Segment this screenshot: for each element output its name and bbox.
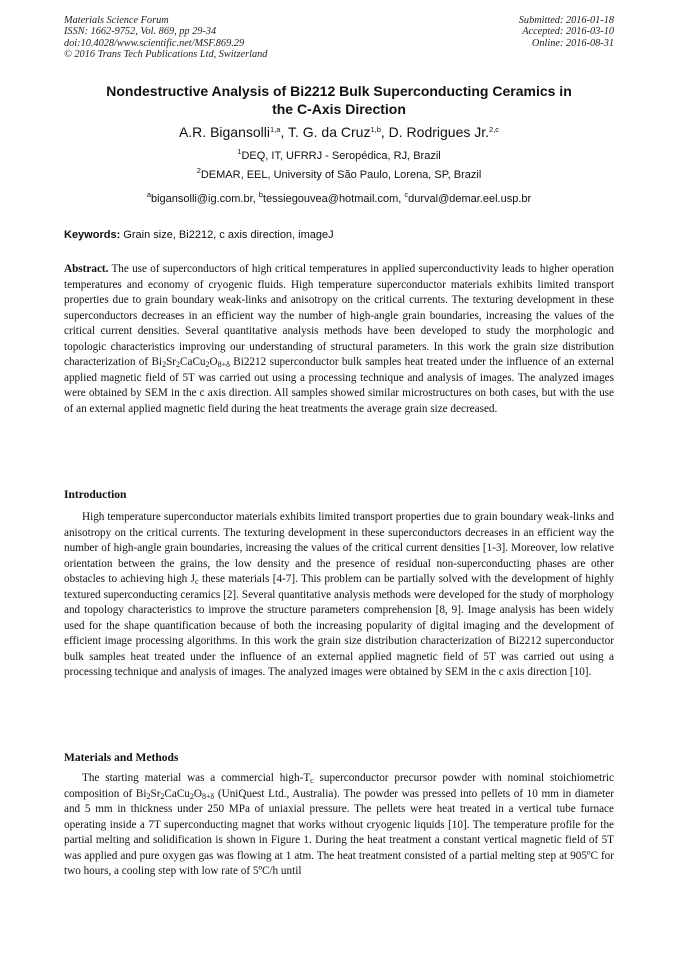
abstract-text: The use of superconductors of high critical temperatures in applied superconductivity leads to higher operation temperatures and economy of cryogenic fluids. High temperature superconductor materials exhibits limited transport properties due to grain boundary weak-links and anisotropy on the critical currents. The texturing development in these superconductors decreases in an efficient way the number of high-angle grain boundaries, increasing the values of the critical current densities. Several quantitative analysis methods have been developed to study the morphologic and topologic characteristics improving our understanding of structural parameters. In this work the grain size distribution characterization of Bi [64,263,614,368]
keywords-label: Keywords: [64,229,121,241]
paper-title-line-2: the C-Axis Direction [272,101,406,117]
email-text: durval@demar.eel.usp.br [408,193,532,205]
email-text: tessiegouvea@hotmail.com, [262,193,405,205]
tc-subscript: c [310,776,314,785]
journal-info [64,15,267,61]
methods-paragraph [64,771,614,880]
jc-subscript: c [195,577,199,586]
body-text: The starting material was a commercial high-T [82,772,311,784]
formula-subscript: 2 [176,360,181,369]
formula-text: Sr [166,356,177,368]
affiliation-text: DEQ, IT, UFRRJ - Seropédica, RJ, Brazil [241,150,441,162]
formula-subscript: 8+δ [202,791,215,801]
email-mark: c [404,190,409,199]
formula-text: Sr [150,787,161,800]
paper-title [64,82,614,118]
email-text: bigansolli@ig.com.br, [151,193,259,205]
section-heading-introduction: Introduction [64,489,127,501]
author-name: D. Rodrigues Jr. [388,124,490,140]
author-name: A.R. Bigansolli [178,124,270,140]
abstract-label: Abstract. [64,263,109,275]
formula-subscript: 2 [189,791,194,801]
journal-copyright: © 2016 Trans Tech Publications Ltd, Switzerland [64,49,268,61]
body-text: these materials [4-7]. This problem can be partially solved with the development of highly textured superconducting ceramics [2]. Several quantitative analysis methods were developed for the study of morphology and topology characteristics to improve the structure parameters comprehension [8, 9]. Image analysis has been widely used for the shape quantification because of both the increasing popularity of digital imaging and the development of efficient image processing algorithms. In this work the grain size distribution characterization of Bi2212 superconductor bulk samples heat treated under the influence of an external applied magnetic field of 5T was carried out using a processing technique and analysis of images. The analyzed images were obtained by SEM in the c axis direction [10]. [64,573,614,678]
introduction-paragraph [64,510,614,681]
formula-subscript: 2 [162,360,167,369]
formula-subscript: 8+δ [217,360,230,369]
journal-doi: doi:10.4028/www.scientific.net/MSF.869.29 [64,37,245,49]
section-heading-methods: Materials and Methods [64,752,179,764]
author-affiliation-mark: 1,a [270,125,281,134]
email-mark: a [146,190,151,199]
formula-text: CaCu [164,787,190,800]
abstract [64,262,614,417]
abstract-text: Bi2212 superconductor bulk samples heat treated under the influence of an external applied magnetic field of 5T was carried out using a processing technique and analysis of images. The analyzed images were obtained by SEM in the c axis direction. All samples showed similar microstructures on both cases, but with the use of an external applied magnetic field during the heat treatments the average grain size decreased. [64,356,614,415]
affiliation-2 [64,166,614,182]
publication-dates [519,15,614,49]
accepted-date: Accepted: 2016-03-10 [522,26,614,38]
affiliation-mark: 2 [196,166,201,175]
body-text: (UniQuest Ltd., Australia). The powder was pressed into pellets of 10 mm in diameter and 5 mm in thickness under 250 MPa of uniaxial pressure. The pellets were heat treated in a vertical tube furnace operating inside a 7T superconducting magnet that works without cryogenic liquids [10]. The temperature profile for the partial melting and solidification is shown in Figure 1. During the heat treatment a constant vertical magnetic field of 5T was applied and pure oxygen gas was flowing at 1 atm. The heat treatment consisted of a partial melting step at 905ºC for two hours, a cooling step with low rate of 5ºC/h until [64,787,614,877]
formula-text: O [193,787,202,800]
journal-name: Materials Science Forum [64,15,169,26]
formula-text: O [209,356,218,368]
keywords [64,228,614,242]
body-text: High temperature superconductor materials exhibits limited transport properties due to grain boundary weak-links and anisotropy on the critical currents. The texturing development in these superconductors decreases in an efficient way the number of high-angle grain boundaries, increasing the values of the critical current densities [1-3]. Moreover, low relative orientation between the grains, the low density and the presence of residual non-superconducting phases are other obstacles to achieving high J [64,511,614,585]
paper-title-line-1: Nondestructive Analysis of Bi2212 Bulk Superconducting Ceramics in [106,83,572,99]
submitted-date: Submitted: 2016-01-18 [518,15,614,26]
author-affiliation-mark: 1,b [370,125,381,134]
affiliation-text: DEMAR, EEL, University of São Paulo, Lorena, SP, Brazil [200,169,482,181]
formula-subscript: 2 [160,791,165,801]
author-list [64,124,614,141]
author-affiliation-mark: 2,c [489,125,500,134]
email-mark: b [258,190,263,199]
author-separator: , [380,124,389,140]
affiliation-1 [64,147,614,163]
author-name: T. G. da Cruz [287,124,371,140]
formula-subscript: 2 [146,791,151,801]
author-separator: , [280,124,288,140]
online-date: Online: 2016-08-31 [531,37,614,49]
affiliation-mark: 1 [237,147,242,156]
formula-subscript: 2 [205,360,210,369]
journal-issn: ISSN: 1662-9752, Vol. 869, pp 29-34 [64,26,217,38]
formula-text: CaCu [180,356,206,368]
author-emails [64,190,614,206]
body-text: superconductor precursor powder with nominal stoichiometric composition of Bi [64,772,614,800]
keywords-text: Grain size, Bi2212, c axis direction, imageJ [120,229,334,241]
